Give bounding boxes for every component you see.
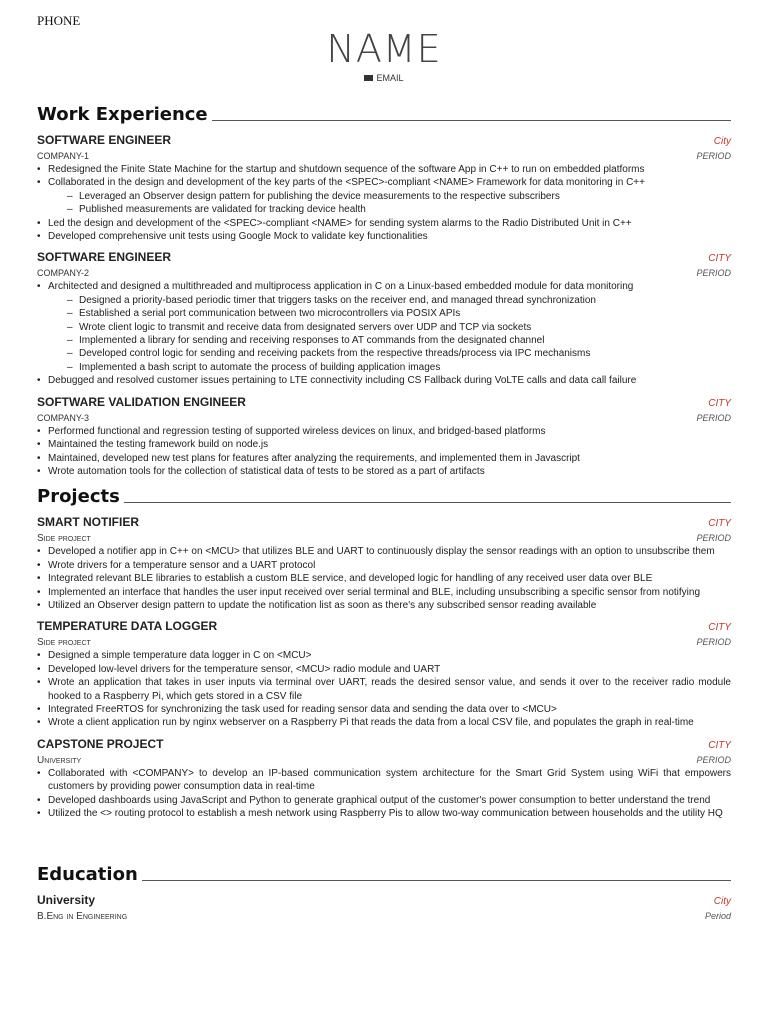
entry-period: PERIOD (696, 151, 731, 161)
entry-city: CITY (708, 253, 731, 265)
bullet-item: • Developed comprehensive unit tests using Google Mock to validate key functionalities (37, 230, 731, 243)
entry (37, 618, 731, 729)
entry-city: CITY (708, 739, 731, 751)
bullet-item: • Wrote automation tools for the collection of statistical data of tests to be stored as a part of artifacts (37, 465, 731, 478)
bullet-item: • Implemented an interface that handles the user input received over serial terminal and BLE, including unsubscribing a specific sensor from notifying (37, 586, 731, 599)
entry (37, 892, 731, 923)
sub-bullet-item: – Developed control logic for sending and receiving packets from the respective threads/process via IPC mechanisms (37, 347, 731, 360)
entry-organization: COMPANY-2 (37, 268, 90, 279)
bullet-item: • Utilized the <> routing protocol to establish a mesh network using Raspberry Pis to allow two-way communication between households and the utility HQ (37, 807, 731, 820)
envelope-icon (364, 75, 373, 81)
project-entries (37, 514, 731, 820)
bullet-list (37, 767, 731, 821)
section-header-projects (37, 482, 731, 508)
entry-subtitle-row (37, 908, 731, 923)
bullet-list (37, 280, 731, 387)
section-header-work (37, 100, 731, 126)
bullet-item: • Integrated relevant BLE libraries to establish a custom BLE service, and developed logic for handling of any received user data over BLE (37, 572, 731, 585)
education-entries (37, 892, 731, 923)
entry-period: PERIOD (696, 533, 731, 544)
entry-subtitle-row (37, 634, 731, 649)
bullet-item: • Integrated FreeRTOS for synchronizing the task used for reading sensor data and sending the data over to <MCU> (37, 703, 731, 716)
bullet-list (37, 425, 731, 479)
entry-title: SOFTWARE VALIDATION ENGINEER (37, 394, 246, 409)
bullet-item: • Wrote drivers for a temperature sensor and a UART protocol (37, 559, 731, 572)
email-line[interactable] (0, 73, 768, 83)
work-entries (37, 132, 731, 478)
entry-organization: Side project (37, 533, 91, 545)
entry-title-row (37, 736, 731, 752)
section-title: Education (37, 864, 138, 886)
sub-bullet-item: – Implemented a bash script to automate the process of building application images (37, 361, 731, 374)
bullet-item: • Wrote an application that takes in user inputs via terminal over UART, reads the desired sensor value, and sends it over to the receiver radio module hooked to a Raspberry Pi, which gets stored in a CSV file (37, 676, 731, 703)
entry (37, 132, 731, 243)
entry-title-row (37, 394, 731, 410)
sub-bullet-item: – Implemented a library for sending and receiving responses to AT commands from the designated channel (37, 334, 731, 347)
entry-subtitle-row (37, 410, 731, 425)
phone-number: PHONE (37, 13, 81, 28)
bullet-list (37, 163, 731, 243)
entry-period: PERIOD (696, 637, 731, 648)
candidate-name: NAME (326, 27, 442, 71)
entry-title: SOFTWARE ENGINEER (37, 133, 172, 147)
sub-bullet-item: – Established a serial port communication between two microcontrollers via POSIX APIs (37, 307, 731, 320)
entry-title: SOFTWARE ENGINEER (37, 250, 172, 265)
entry-city: CITY (708, 622, 731, 634)
bullet-item: • Maintained the testing framework build on node.js (37, 438, 731, 451)
entry-period: PERIOD (696, 754, 731, 765)
sub-bullet-item: – Wrote client logic to transmit and receive data from designated servers over UDP and TCP via sockets (37, 321, 731, 334)
bullet-item: • Maintained, developed new test plans for features after analyzing the requirements, and implemented them in Javascript (37, 452, 731, 465)
entry-organization: COMPANY-3 (37, 412, 90, 423)
entry (37, 514, 731, 612)
entry-subtitle-row (37, 265, 731, 280)
resume-body (37, 98, 731, 923)
sub-bullet-item: – Leveraged an Observer design pattern for publishing the device measurements to the respective subscribers (37, 190, 731, 203)
section-title: Projects (37, 486, 120, 508)
section-rule (142, 880, 731, 881)
entry-organization: Side project (37, 637, 91, 649)
bullet-item: • Utilized an Observer design pattern to update the notification list as soon as there's any subscribed sensor reading available (37, 599, 731, 612)
entry-title-row (37, 514, 731, 530)
entry-subtitle-row (37, 148, 731, 163)
bullet-item: • Architected and designed a multithreaded and multiprocess application in C on a Linux-based embedded module for data monitoring (37, 280, 731, 293)
entry-period: Period (704, 911, 731, 922)
bullet-item: • Collaborated in the design and development of the key parts of the <SPEC>-compliant <NAME> Framework for data monitoring in C++ (37, 176, 731, 189)
entry-period: PERIOD (696, 268, 731, 279)
entry-title: SMART NOTIFIER (37, 515, 139, 530)
entry-title-row (37, 132, 731, 148)
entry-subtitle-row (37, 530, 731, 545)
section-title: Work Experience (37, 104, 208, 125)
bullet-item: • Developed dashboards using JavaScript and Python to generate graphical output of the customer's power consumption to better understand the trend (37, 794, 731, 807)
section-rule (124, 502, 731, 503)
entry-title: CAPSTONE PROJECT (37, 736, 164, 751)
entry-city: City (713, 896, 731, 908)
entry-period: PERIOD (696, 412, 731, 423)
section-rule (212, 120, 731, 121)
bullet-item: • Performed functional and regression testing of supported wireless devices on linux, and bridged-based platforms (37, 425, 731, 438)
entry-organization: COMPANY-1 (37, 151, 90, 161)
bullet-item: • Collaborated with <COMPANY> to develop an IP-based communication system architecture for the Smart Grid System using WiFi that empowers customers by providing power consumption data in real-time (37, 767, 731, 794)
entry-organization: B.Eng in Engineering (37, 911, 128, 923)
bullet-list (37, 545, 731, 612)
bullet-list (37, 649, 731, 729)
bullet-item: • Redesigned the Finite State Machine for the startup and shutdown sequence of the software App in C++ to run on embedded platforms (37, 163, 731, 176)
bullet-item: • Developed low-level drivers for the temperature sensor, <MCU> radio module and UART (37, 663, 731, 676)
entry-title: University (37, 893, 96, 908)
entry-city: CITY (708, 397, 731, 409)
entry-title-row (37, 249, 731, 265)
bullet-item: • Debugged and resolved customer issues pertaining to LTE connectivity including CS Fallback during VoLTE calls and data call failure (37, 374, 731, 387)
entry (37, 394, 731, 479)
bullet-item: • Wrote a client application run by nginx webserver on a Raspberry Pi that reads the data from a local CSV file, and populates the graph in real-time (37, 716, 731, 729)
entry-title-row (37, 618, 731, 634)
sub-bullet-item: – Published measurements are validated for tracking device health (37, 203, 731, 216)
bullet-item: • Designed a simple temperature data logger in C on <MCU> (37, 649, 731, 662)
entry-subtitle-row (37, 752, 731, 767)
entry-organization: University (37, 754, 82, 766)
sub-bullet-item: – Designed a priority-based periodic timer that triggers tasks on the receiver end, and managed thread synchronization (37, 294, 731, 307)
entry (37, 736, 731, 821)
entry-city: City (713, 136, 731, 147)
entry-title-row (37, 892, 731, 908)
bullet-item: • Led the design and development of the <SPEC>-compliant <NAME> for sending system alarms to the Radio Distributed Unit in C++ (37, 217, 731, 230)
section-header-education (37, 860, 731, 886)
entry-title: TEMPERATURE DATA LOGGER (37, 619, 218, 634)
bullet-item: • Developed a notifier app in C++ on <MCU> that utilizes BLE and UART to continuously display the sensor readings with an option to unsubscribe them (37, 545, 731, 558)
email-text[interactable]: EMAIL (376, 73, 404, 83)
entry (37, 249, 731, 387)
entry-city: CITY (708, 518, 731, 530)
